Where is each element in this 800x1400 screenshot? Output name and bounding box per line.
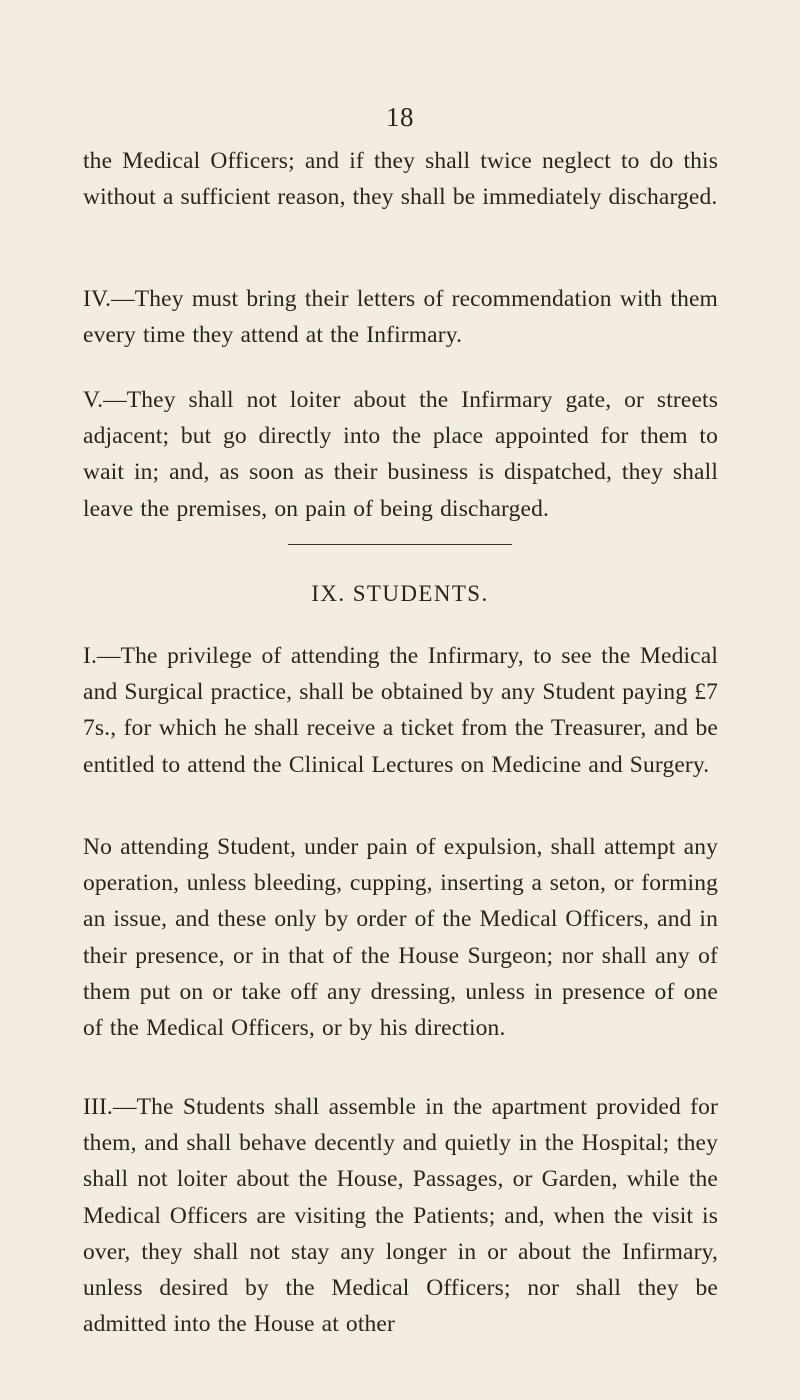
- page-number: 18: [386, 102, 414, 132]
- paragraph-students-operations: No attending Student, under pain of expulsion, shall attempt any operation, unless bleeding, cupping, inserting a seton, or forming an issue, and these only by order of the Medical Officers, and in their presence, or in that of the House Surgeon; nor shall any of them put on or take off any dressing, unless in presence of one of the Medical Officers, or by his direction.: [83, 834, 718, 1042]
- section-title-students: IX. STUDENTS.: [311, 581, 489, 606]
- paragraph-rule-v: V.—They shall not loiter about the Infirmary gate, or streets adjacent; but go directly into the place appointed for them to wait in; and, as soon as their business is dispatched, they shall leave the premises, on pain of being discharged.: [83, 387, 718, 522]
- paragraph-medical-officers-continuation: the Medical Officers; and if they shall twice neglect to do this without a sufficient reason, they shall be immediately discharged.: [83, 148, 718, 211]
- section-divider: [288, 544, 512, 545]
- paragraph-rule-iv: IV.—They must bring their letters of recommendation with them every time they attend at the Infirmary.: [83, 286, 718, 349]
- paragraph-students-rule-iii: III.—The Students shall assemble in the apartment provided for them, and shall behave decently and quietly in the Hospital; they shall not loiter about the House, Passages, or Garden, while the Medical Officers are visiting the Patients; and, when the visit is over, they shall not stay any longer in or about the Infirmary, unless desired by the Medical Officers; nor shall they be admitted into the House at other: [83, 1094, 718, 1338]
- paragraph-students-rule-i: I.—The privilege of attending the Infirmary, to see the Medical and Surgical practice, shall be obtained by any Student paying £7 7s., for which he shall receive a ticket from the Treasurer, and be entitled to attend the Clinical Lectures on Medicine and Surgery.: [83, 643, 718, 778]
